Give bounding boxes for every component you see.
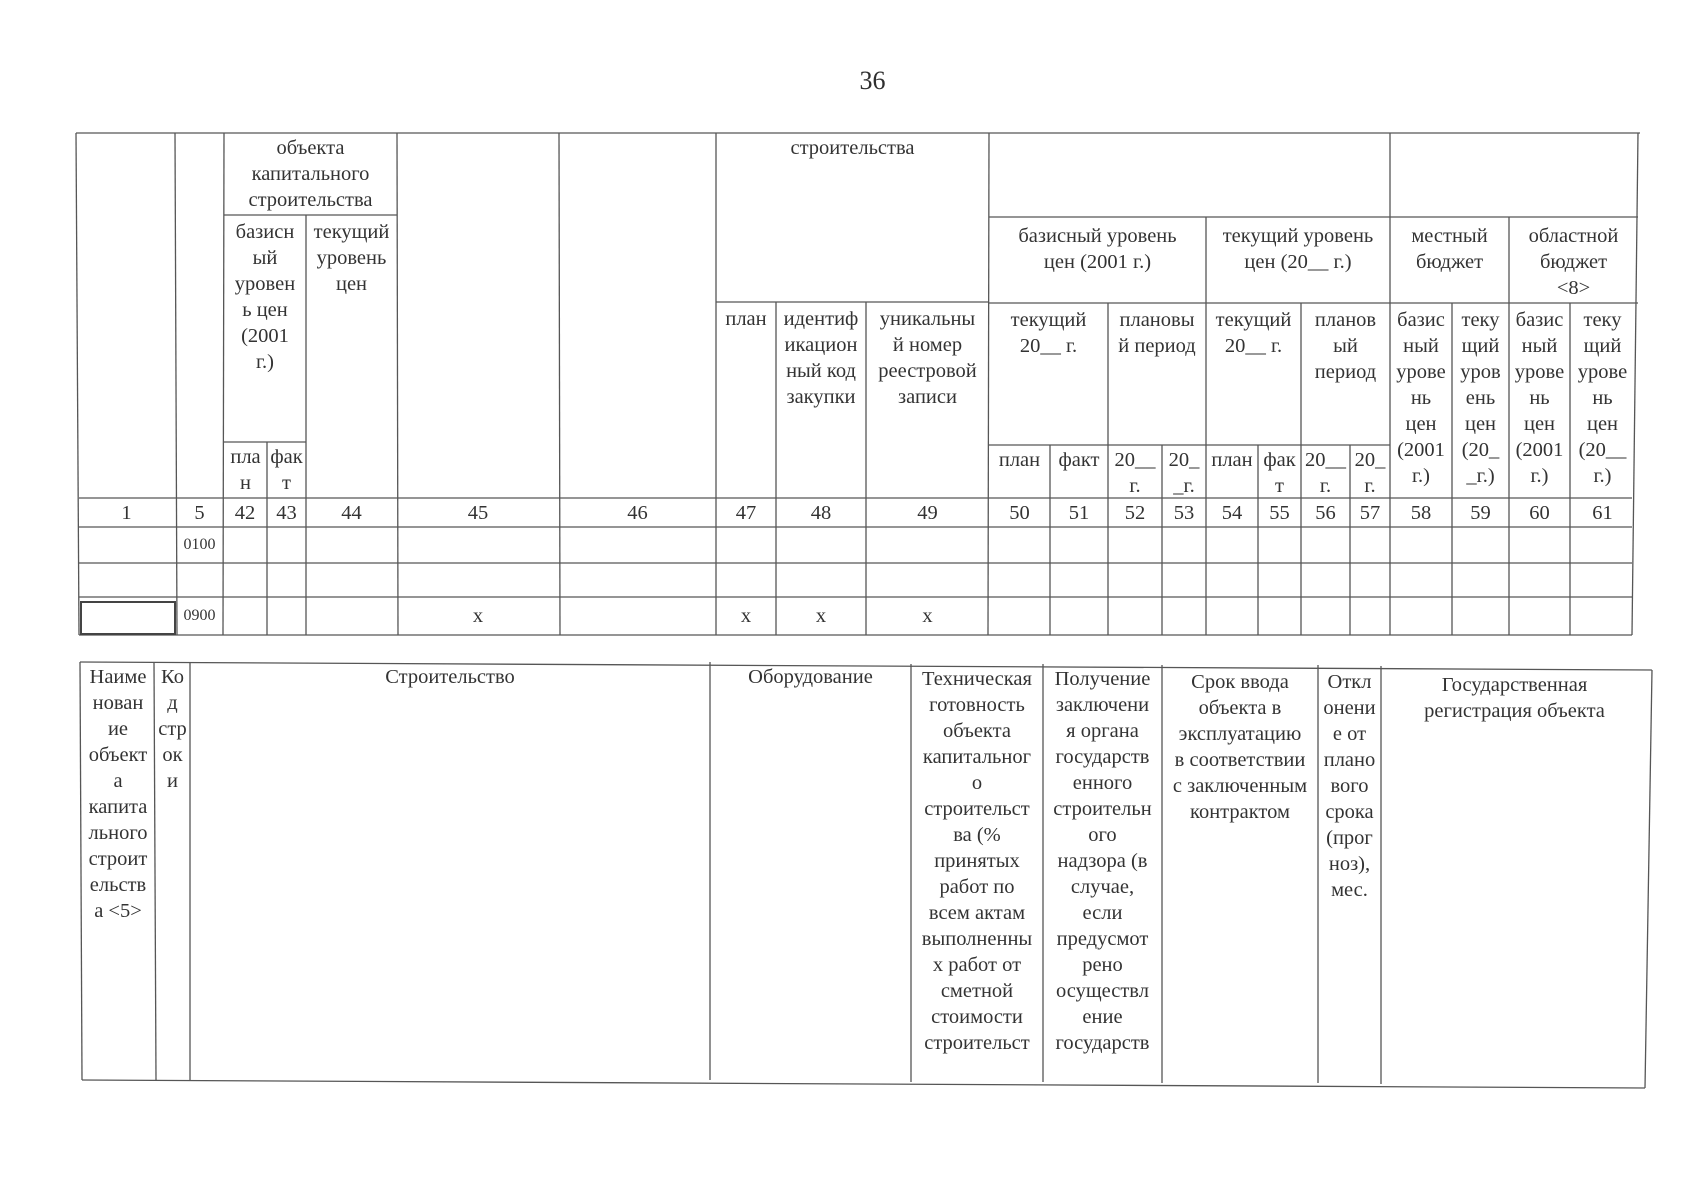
column-number: 57: [1359, 501, 1381, 524]
header-col56-year: 20__ г.: [1305, 449, 1346, 497]
header-procurement-id-code: идентиф икацион ный код закупки: [783, 308, 859, 408]
header-col50-plan: план: [998, 449, 1041, 471]
header-supervision-conclusion: Получение заключени я органа государств енного строительн ого надзора (в случае, если предусмот рено осуществл ение государств: [1053, 668, 1152, 1054]
column-number: 59: [1470, 501, 1491, 524]
header-state-registration: Государственная регистрация объекта: [1424, 674, 1605, 722]
header-construction: строительства: [790, 137, 915, 159]
header-row-code: Ко д стр ок и: [158, 666, 187, 792]
column-number: 43: [276, 501, 297, 524]
x-mark: x: [815, 605, 827, 627]
header-deviation-months: Откл онени е от плано вого срока (прог ноз), мес.: [1323, 671, 1376, 901]
header-object-name: Наиме нован ие объект а капита льного строит ельств а <5>: [88, 666, 148, 922]
column-number: 50: [1009, 501, 1030, 524]
column-number: 53: [1173, 501, 1195, 524]
header-col52-year: 20__ г.: [1114, 449, 1156, 497]
header-commissioning-date: Срок ввода объекта в эксплуатацию в соответствии с заключенным контрактом: [1172, 671, 1308, 823]
header-current-20-b: текущий 20__ г.: [1215, 309, 1292, 357]
column-number: 44: [341, 501, 362, 524]
column-number: 42: [234, 501, 256, 524]
column-number: 56: [1315, 501, 1336, 524]
header-current-price-level: текущий уровень цен: [313, 221, 390, 295]
header-current-level-20: текущий уровень цен (20__ г.): [1222, 225, 1374, 273]
column-number: 49: [917, 501, 938, 524]
column-number: 52: [1124, 501, 1146, 524]
header-col57-year: 20_ г.: [1354, 449, 1386, 497]
column-number: 1: [121, 501, 132, 524]
column-number: 54: [1221, 501, 1243, 524]
column-number: 48: [810, 501, 832, 524]
header-current-20-a: текущий 20__ г.: [1010, 309, 1087, 357]
x-mark: x: [740, 605, 752, 627]
header-regional-current-level: теку щий урове нь цен (20__ г.): [1577, 309, 1628, 487]
header-local-budget: местный бюджет: [1411, 225, 1488, 273]
column-number: 60: [1529, 501, 1550, 524]
header-col43-fakt: фак т: [270, 446, 303, 494]
header-base-price-level: базисн ый уровен ь цен (2001 г.): [234, 221, 296, 373]
header-regional-budget: областной бюджет <8>: [1528, 225, 1619, 299]
page-number: 36: [859, 66, 886, 95]
column-number: 51: [1068, 501, 1090, 524]
header-col47-plan: план: [725, 308, 767, 330]
header-local-base-level: базис ный урове нь цен (2001 г.): [1396, 309, 1446, 487]
header-col54-plan: план: [1211, 449, 1253, 471]
column-number: 58: [1410, 501, 1432, 524]
column-number: 47: [735, 501, 757, 524]
header-base-level-2001: базисный уровень цен (2001 г.): [1018, 225, 1177, 273]
header-equipment: Оборудование: [748, 666, 873, 688]
x-mark: x: [472, 605, 484, 627]
header-col55-fakt: фак т: [1263, 449, 1296, 497]
column-number: 55: [1269, 501, 1290, 524]
header-object-capital-construction: объекта капитального строительства: [248, 137, 373, 211]
column-number: 61: [1592, 501, 1613, 524]
header-construction-group: Строительство: [385, 666, 515, 688]
header-local-current-level: теку щий уров ень цен (20_ _г.): [1460, 309, 1501, 487]
header-col53-year: 20_ _г.: [1168, 449, 1200, 497]
row-code: 0900: [183, 607, 216, 624]
x-mark: x: [922, 605, 933, 627]
header-regional-base-level: базис ный урове нь цен (2001 г.): [1514, 309, 1565, 487]
column-number: 46: [627, 501, 648, 524]
header-technical-readiness: Техническая готовность объекта капитальног о строительст ва (% принятых работ по всем актам выполненны х работ от сметной стоимости строительст: [921, 668, 1033, 1054]
header-col51-fakt: факт: [1058, 449, 1100, 471]
column-number: 45: [467, 501, 489, 524]
empty-input-cell: [80, 601, 176, 635]
row-code: 0100: [183, 536, 216, 553]
header-planned-period-a: плановы й период: [1118, 309, 1196, 357]
header-planned-period-b: планов ый период: [1314, 309, 1377, 383]
column-number: 5: [194, 501, 205, 524]
header-col42-plan: пла н: [230, 446, 261, 494]
header-registry-record-number: уникальны й номер реестровой записи: [878, 308, 977, 408]
